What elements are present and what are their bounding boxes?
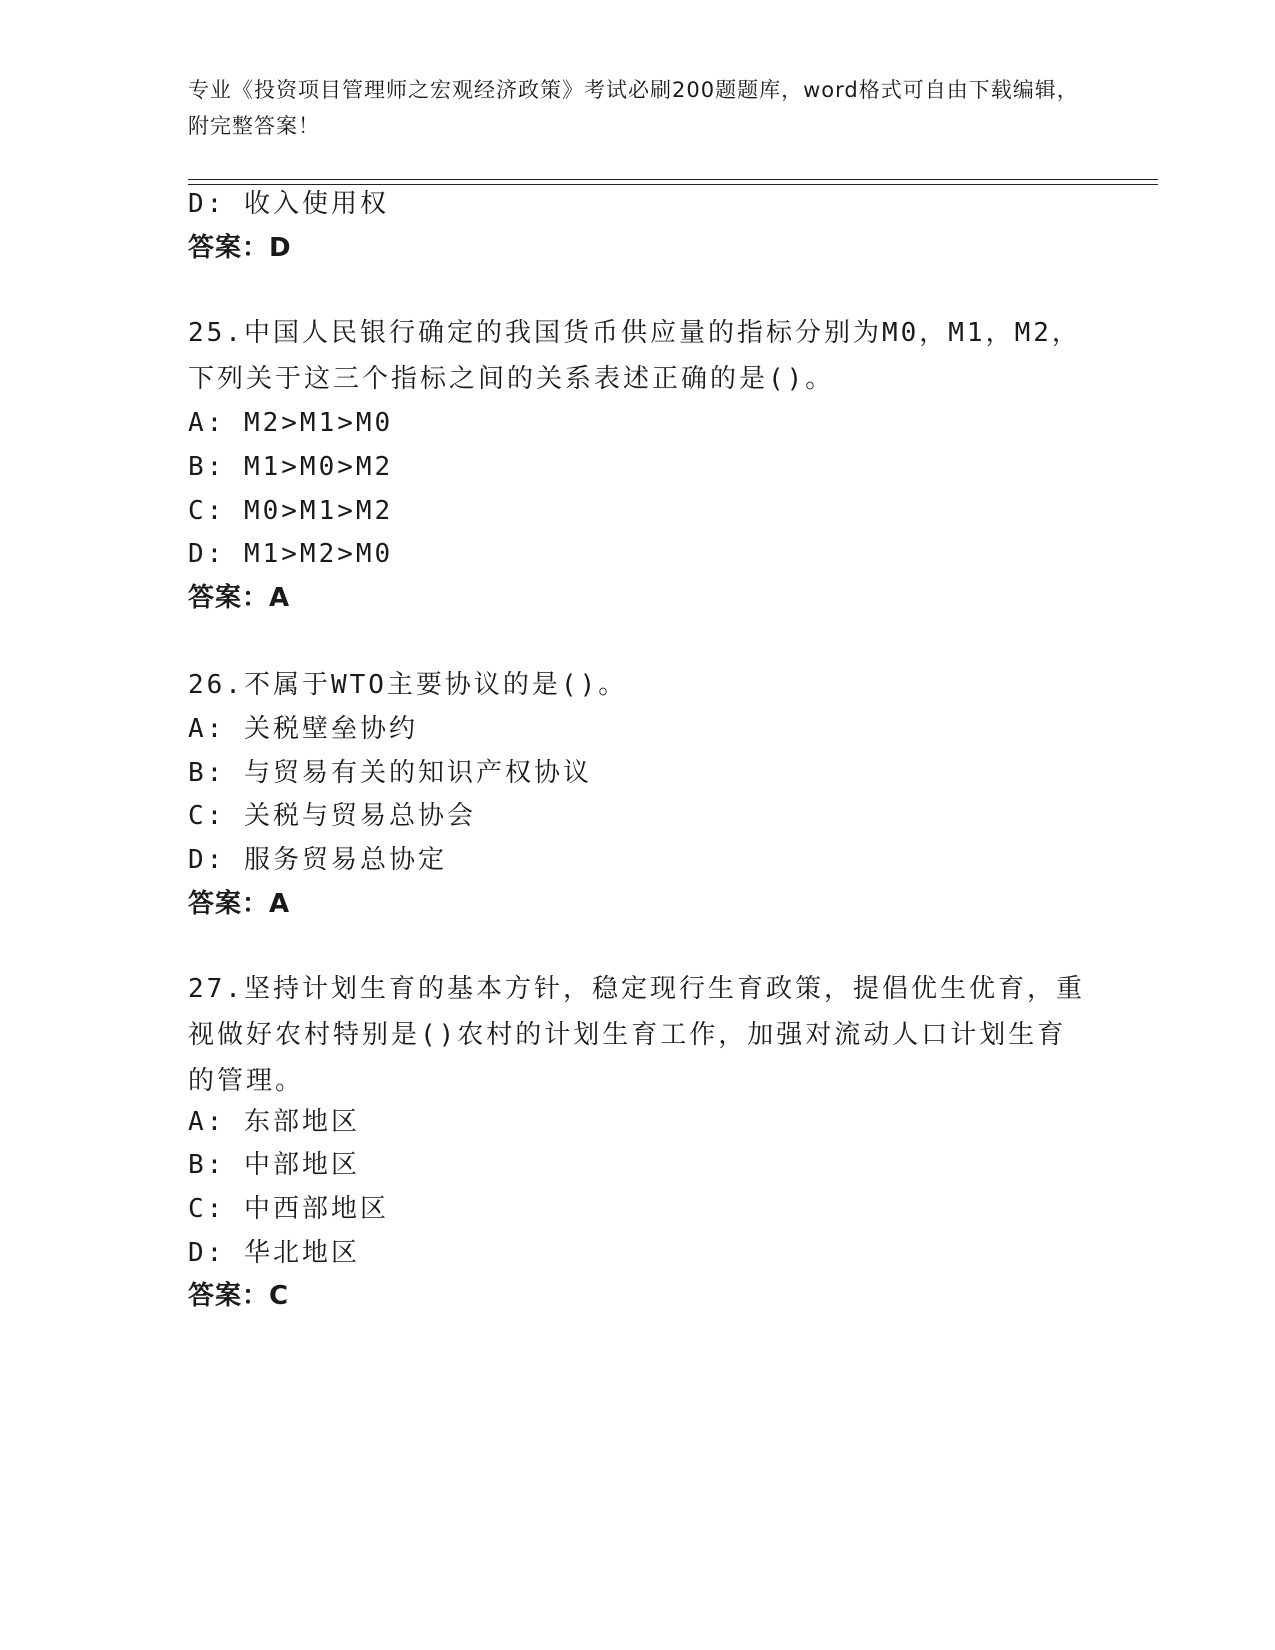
question-26-option-b: B: 与贸易有关的知识产权协议 (188, 758, 592, 788)
question-26-option-a: A: 关税壁垒协约 (188, 714, 418, 744)
question-25-answer: 答案：A (188, 583, 291, 613)
document-header: 专业《投资项目管理师之宏观经济政策》考试必刷200题题库，word格式可自由下载编辑，附完整答案！ (188, 78, 1079, 138)
question-26-option-c: C: 关税与贸易总协会 (188, 801, 476, 831)
question-27-option-b: B: 中部地区 (188, 1150, 360, 1180)
question-25-option-d: D: M1>M2>M0 (188, 539, 394, 569)
question-27-option-c: C: 中西部地区 (188, 1194, 389, 1224)
question-26-text: 26.不属于WTO主要协议的是()。 (188, 670, 628, 700)
question-27-option-d: D: 华北地区 (188, 1238, 360, 1268)
prev-option-d: D: 收入使用权 (188, 189, 389, 219)
question-25-option-a: A: M2>M1>M0 (188, 408, 394, 438)
question-25-option-c: C: M0>M1>M2 (188, 496, 394, 526)
prev-answer: 答案：D (188, 233, 292, 263)
header-divider-bottom (188, 184, 1158, 185)
question-25-text: 25.中国人民银行确定的我国货币供应量的指标分别为M0，M1，M2，下列关于这三个指标之间的关系表述正确的是()。 (188, 318, 1081, 394)
question-27-answer: 答案：C (188, 1281, 290, 1311)
header-divider-top (188, 179, 1158, 180)
question-25-option-b: B: M1>M0>M2 (188, 452, 394, 482)
question-27-option-a: A: 东部地区 (188, 1107, 360, 1137)
question-26-option-d: D: 服务贸易总协定 (188, 845, 447, 875)
question-27-text: 27.坚持计划生育的基本方针，稳定现行生育政策，提倡优生优育，重视做好农村特别是()农村的计划生育工作，加强对流动人口计划生育的管理。 (188, 974, 1085, 1096)
question-26-answer: 答案：A (188, 889, 291, 919)
